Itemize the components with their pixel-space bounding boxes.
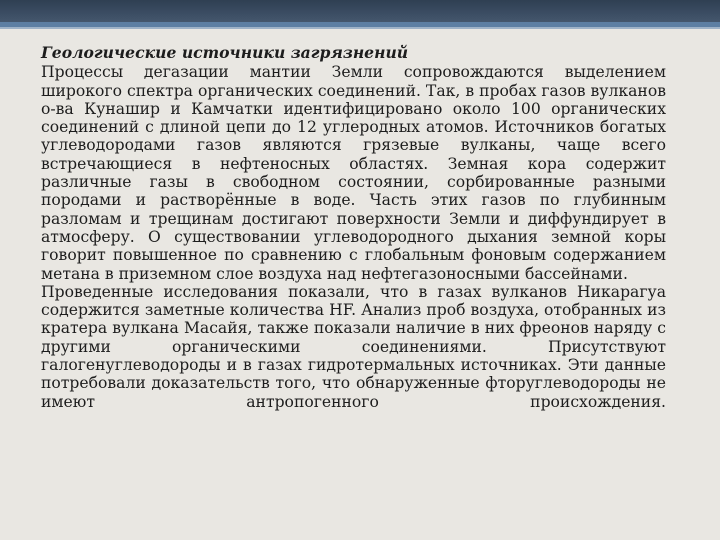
slide-content [41, 44, 666, 411]
slide-title: Геологические источники загрязнений [41, 43, 409, 62]
header-band [0, 0, 720, 22]
paragraph-volcanic-degassing: Процессы дегазации мантии Земли сопровождаются выделением широкого спектра органических соединений. Так, в пробах газов вулканов о-ва Кунашир и Камчатки идентифицировано около 100 органических соединений с длиной цепи до 12 углеродных атомов. Источников богатых углеводородами газов являются грязевые вулканы, чаще всего встречающиеся в нефтеносных областях. Земная кора содержит различные газы в свободном состоянии, сорбированные разными породами и растворённые в воде. Часть этих газов по глубинным разломам и трещинам достигают поверхности Земли и диффундирует в атмосферу. О существовании углеводородного дыхания земной коры говорит повышенное по сравнению с глобальным фоновым содержанием метана в приземном слое воздуха над нефтегазоносными бассейнами. [41, 63, 666, 283]
header-stripe-thin [0, 27, 720, 29]
paragraph-nicaragua-volcanoes: Проведенные исследования показали, что в газах вулканов Никарагуа содержится заметные количества HF. Анализ проб воздуха, отобранных из кратера вулкана Масайя, также показали наличие в них фреонов наряду с другими органическими соединениями. Присутствуют галогенуглеводороды и в газах гидротермальных источниках. Эти данные потребовали доказательств того, что обнаруженные фторуглеводороды не имеют антропогенного происхождения. [41, 282, 666, 411]
